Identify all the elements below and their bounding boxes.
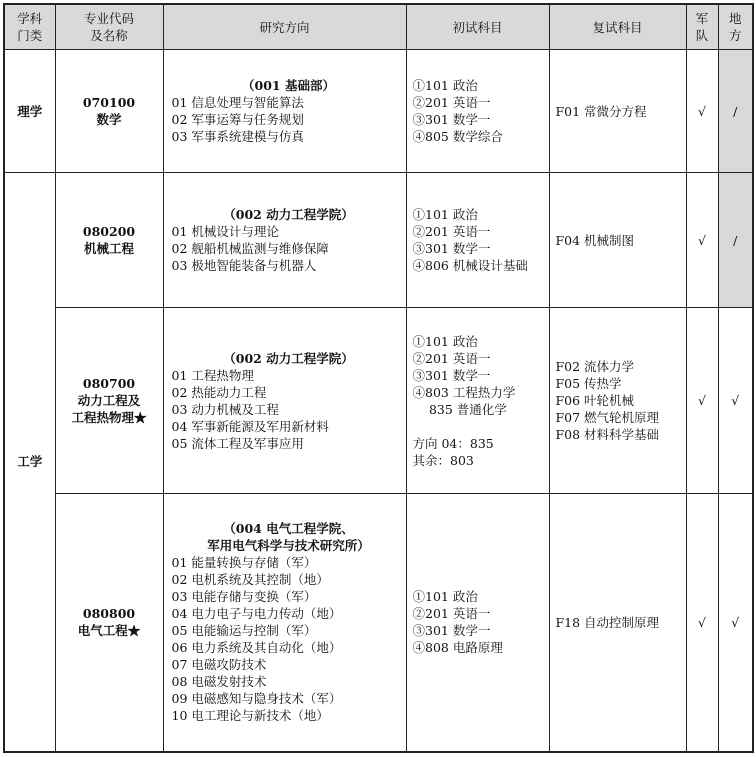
prelim-cell [406, 308, 549, 494]
direction-item: 03 军事系统建模与仿真 [171, 129, 304, 144]
direction-cell [163, 308, 406, 494]
local-mark: / [718, 50, 753, 173]
direction-item: 06 电力系统及其自动化（地） [171, 640, 342, 656]
department-name: （002 动力工程学院） [223, 350, 354, 366]
direction-item: 05 电能输运与控制（军） [171, 623, 317, 639]
department-name: 军用电气科学与技术研究所） [207, 538, 370, 554]
table-row [4, 173, 753, 308]
direction-item: 07 电磁攻防技术 [171, 657, 267, 673]
direction-cell [163, 494, 406, 752]
local-mark: √ [718, 308, 753, 494]
category-cell: 理学 [4, 50, 55, 173]
military-mark: √ [686, 494, 718, 752]
prelim-subject: ②201 英语一 [412, 224, 491, 239]
retest-cell [549, 173, 686, 308]
header-military-line1: 军 [695, 11, 709, 26]
major-code: 080800 [82, 606, 136, 622]
table-row [4, 308, 753, 494]
major-name: 机械工程 [83, 241, 134, 256]
header-military-line2: 队 [695, 28, 709, 43]
header-local-line2: 方 [728, 28, 742, 43]
direction-item: 04 军事新能源及军用新材料 [171, 418, 329, 434]
prelim-subject: ③301 数学一 [412, 623, 491, 639]
header-major-line1: 专业代码 [83, 11, 134, 26]
local-mark: / [718, 173, 753, 308]
header-major-line2: 及名称 [90, 28, 128, 43]
prelim-note: 其余：803 [412, 452, 474, 468]
prelim-subject: ①101 政治 [412, 207, 478, 222]
retest-cell [549, 494, 686, 752]
prelim-subject: ③301 数学一 [412, 112, 491, 127]
direction-item: 01 机械设计与理论 [171, 224, 279, 239]
header-local-line1: 地 [728, 11, 742, 26]
direction-item: 02 电机系统及其控制（地） [171, 572, 329, 588]
retest-cell [549, 50, 686, 173]
direction-cell [163, 173, 406, 308]
retest-cell [549, 308, 686, 494]
header-category-line1: 学科 [17, 11, 43, 26]
direction-item: 08 电磁发射技术 [171, 674, 267, 690]
direction-item: 03 电能存储与变换（军） [171, 589, 317, 605]
retest-subject: F02 流体力学 [555, 359, 635, 374]
table-row [4, 50, 753, 173]
direction-item: 02 军事运筹与任务规划 [171, 112, 304, 127]
military-mark: √ [686, 173, 718, 308]
retest-subject: F18 自动控制原理 [555, 614, 660, 630]
department-name: （004 电气工程学院、 [223, 521, 354, 537]
major-code: 080200 [82, 224, 136, 239]
header-major [55, 4, 163, 50]
major-cell [55, 308, 163, 494]
military-mark: √ [686, 308, 718, 494]
prelim-cell [406, 50, 549, 173]
major-cell [55, 173, 163, 308]
local-mark: √ [718, 494, 753, 752]
prelim-subject: ①101 政治 [412, 78, 478, 93]
major-name: 数学 [96, 112, 122, 127]
prelim-subject: ②201 英语一 [412, 606, 491, 622]
direction-item: 02 舰船机械监测与维修保障 [171, 241, 329, 256]
prelim-subject: ①101 政治 [412, 333, 478, 349]
retest-subject: F05 传热学 [555, 376, 622, 391]
header-retest: 复试科目 [549, 4, 686, 50]
header-row [4, 4, 753, 50]
table-row [4, 494, 753, 752]
major-code: 080700 [82, 376, 136, 391]
prelim-note: 方向 04：835 [412, 435, 494, 451]
direction-item: 02 热能动力工程 [171, 384, 267, 400]
direction-item: 05 流体工程及军事应用 [171, 435, 304, 451]
department-name: （001 基础部） [242, 78, 335, 93]
header-category-line2: 门类 [17, 28, 43, 43]
prelim-subject: ④803 工程热力学 [412, 384, 516, 400]
major-cell [55, 50, 163, 173]
major-name: 电气工程★ [77, 623, 141, 639]
prelim-subject: ①101 政治 [412, 589, 478, 605]
prelim-cell [406, 494, 549, 752]
header-category [4, 4, 55, 50]
direction-item: 03 极地智能装备与机器人 [171, 258, 317, 273]
retest-subject: F07 燃气轮机原理 [555, 410, 660, 425]
retest-subject: F06 叶轮机械 [555, 393, 635, 408]
direction-item: 01 能量转换与存储（军） [171, 555, 317, 571]
prelim-subject: ③301 数学一 [412, 367, 491, 383]
major-cell [55, 494, 163, 752]
prelim-subject: ②201 英语一 [412, 350, 491, 366]
direction-item: 10 电工理论与新技术（地） [171, 708, 329, 724]
direction-item: 09 电磁感知与隐身技术（军） [171, 691, 342, 707]
prelim-subject: ②201 英语一 [412, 95, 491, 110]
major-name: 动力工程及 [77, 393, 141, 408]
direction-item: 04 电力电子与电力传动（地） [171, 606, 342, 622]
prelim-subject: ④808 电路原理 [412, 640, 503, 656]
military-mark: √ [686, 50, 718, 173]
retest-subject: F04 机械制图 [555, 232, 635, 248]
direction-item: 03 动力机械及工程 [171, 401, 279, 417]
prelim-subject: ④805 数学综合 [412, 129, 503, 144]
major-name: 工程热物理★ [71, 410, 147, 425]
header-local [718, 4, 753, 50]
direction-item: 01 信息处理与智能算法 [171, 95, 304, 110]
header-military [686, 4, 718, 50]
direction-item: 01 工程热物理 [171, 367, 254, 383]
prelim-subject: 835 普通化学 [412, 401, 507, 417]
prelim-subject: ④806 机械设计基础 [412, 258, 528, 273]
major-code: 070100 [82, 95, 136, 110]
retest-subject: F08 材料科学基础 [555, 427, 660, 442]
category-cell: 工学 [4, 173, 55, 752]
admission-table [3, 3, 754, 753]
header-direction: 研究方向 [163, 4, 406, 50]
header-prelim: 初试科目 [406, 4, 549, 50]
spacer [413, 418, 549, 435]
direction-cell [163, 50, 406, 173]
prelim-cell [406, 173, 549, 308]
department-name: （002 动力工程学院） [223, 207, 354, 222]
prelim-subject: ③301 数学一 [412, 241, 491, 256]
retest-subject: F01 常微分方程 [555, 103, 647, 119]
